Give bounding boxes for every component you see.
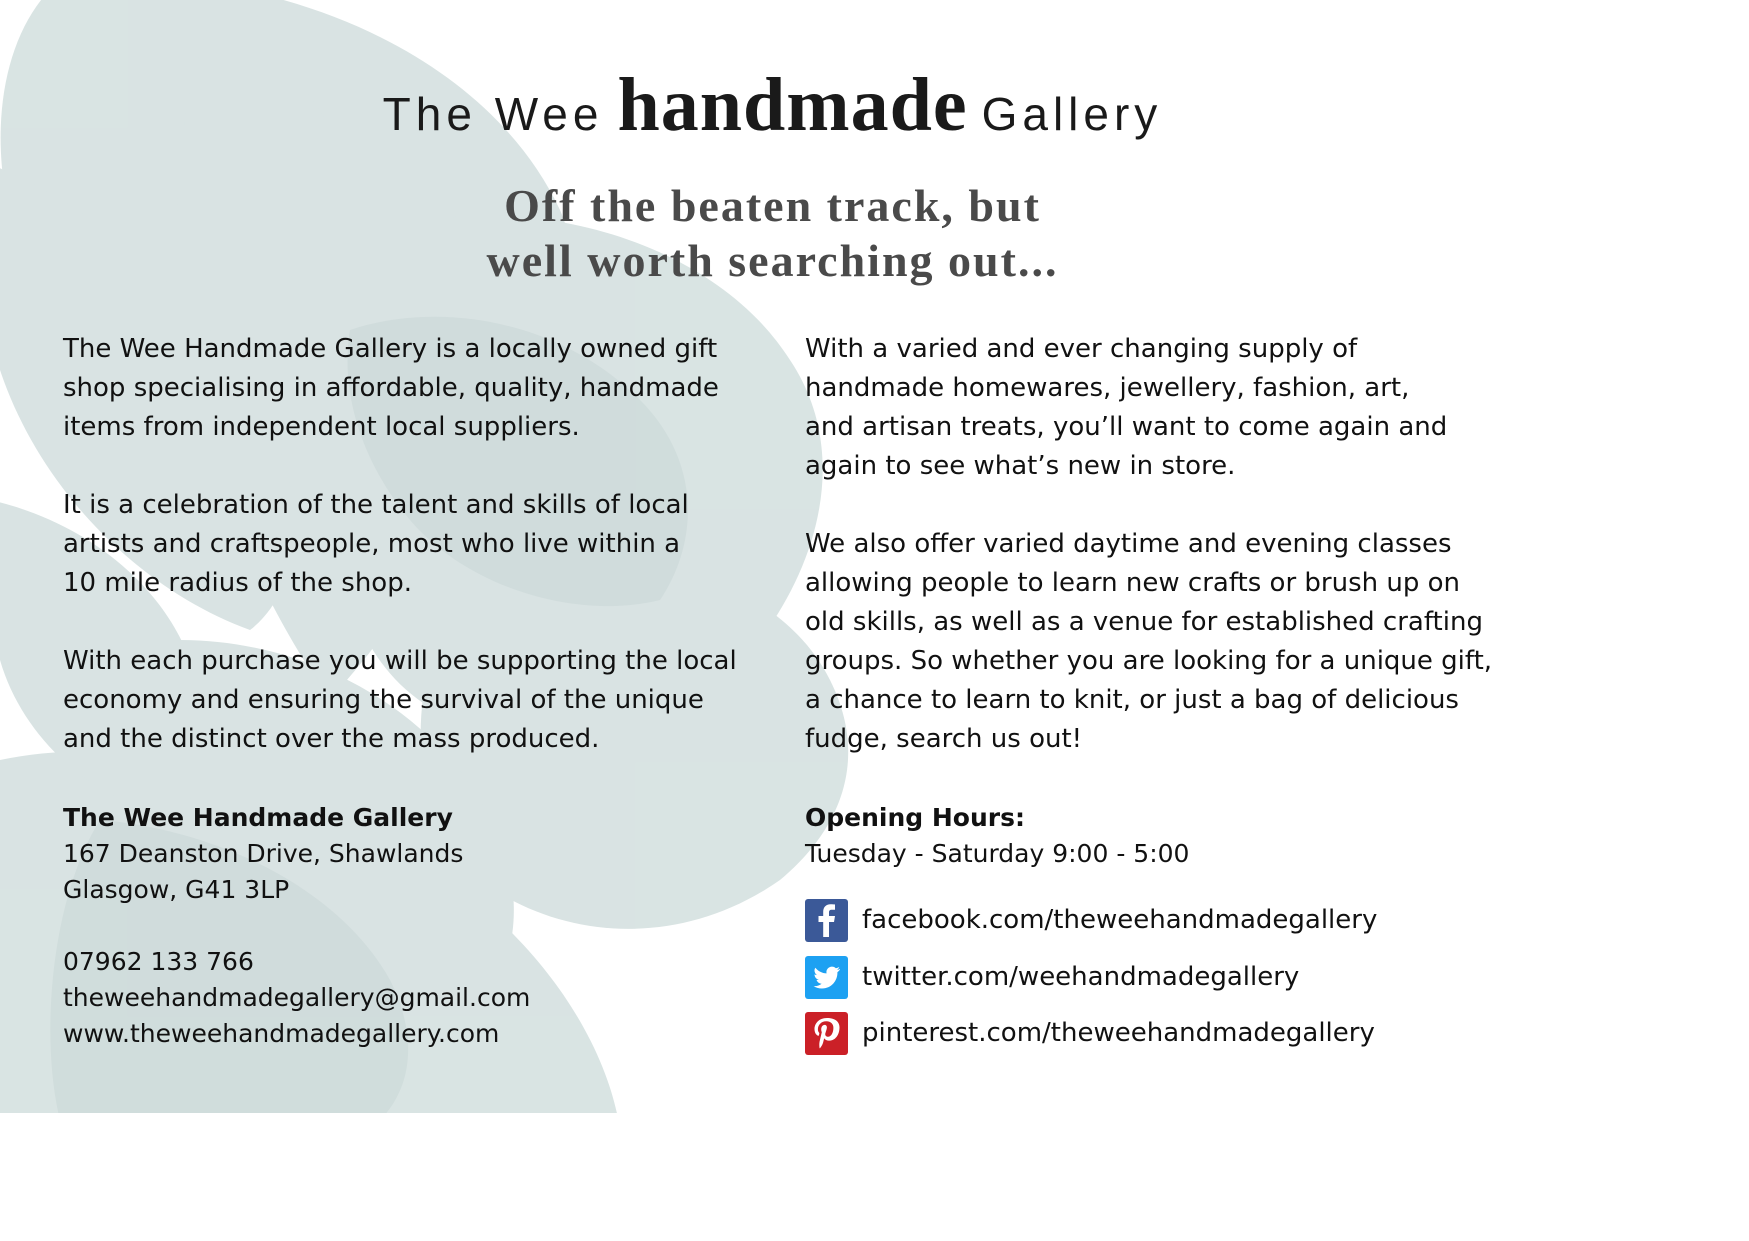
text-line: economy and ensuring the survival of the unique	[63, 685, 704, 715]
text-line: allowing people to learn new crafts or brush up on	[805, 568, 1460, 598]
text-line: a chance to learn to knit, or just a bag of delicious	[805, 685, 1459, 715]
left-column-intro	[63, 330, 783, 447]
social-link-text: twitter.com/weehandmadegallery	[862, 962, 1300, 992]
pinterest-icon	[805, 1012, 848, 1055]
facebook-icon	[805, 899, 848, 942]
phone-number: 07962 133 766	[63, 947, 254, 976]
right-column-supply	[805, 330, 1525, 486]
social-link-text: facebook.com/theweehandmadegallery	[862, 905, 1378, 935]
text-line: The Wee Handmade Gallery is a locally owned gift	[63, 334, 718, 364]
paragraph-classes	[805, 525, 1525, 759]
left-column-celebration	[63, 486, 783, 603]
title-part-gallery: Gallery	[981, 88, 1163, 140]
address-line: Glasgow, G41 3LP	[63, 875, 290, 904]
left-column-purchase	[63, 642, 783, 759]
paragraph-supply	[805, 330, 1525, 486]
title-part-the-wee: The Wee	[382, 88, 604, 140]
right-column-classes	[805, 525, 1525, 759]
text-line: fudge, search us out!	[805, 724, 1083, 754]
text-line: artists and craftspeople, most who live within a	[63, 529, 681, 559]
social-link-twitter[interactable]	[805, 955, 1299, 999]
text-line: groups. So whether you are looking for a unique gift,	[805, 646, 1493, 676]
opening-hours-block	[805, 800, 1525, 872]
text-line: again to see what’s new in store.	[805, 451, 1236, 481]
text-line: items from independent local suppliers.	[63, 412, 580, 442]
contact-name: The Wee Handmade Gallery	[63, 803, 453, 832]
twitter-icon	[805, 956, 848, 999]
social-link-facebook[interactable]	[805, 898, 1377, 942]
text-line: We also offer varied daytime and evening classes	[805, 529, 1452, 559]
text-line: and artisan treats, you’ll want to come again and	[805, 412, 1448, 442]
tagline	[0, 178, 1545, 288]
opening-hours-label: Opening Hours:	[805, 803, 1025, 832]
text-line: and the distinct over the mass produced.	[63, 724, 600, 754]
opening-hours-text: Tuesday - Saturday 9:00 - 5:00	[805, 839, 1190, 868]
contact-block	[63, 800, 783, 1052]
social-link-pinterest[interactable]	[805, 1011, 1375, 1055]
social-link-text: pinterest.com/theweehandmadegallery	[862, 1018, 1375, 1048]
address-line: 167 Deanston Drive, Shawlands	[63, 839, 464, 868]
page-title	[0, 62, 1545, 149]
text-line: With each purchase you will be supporting the local	[63, 646, 737, 676]
text-line: With a varied and ever changing supply of	[805, 334, 1358, 364]
paragraph-intro	[63, 330, 783, 447]
tagline-line: well worth searching out...	[486, 235, 1059, 286]
website-link[interactable]: www.theweehandmadegallery.com	[63, 1019, 500, 1048]
text-line: 10 mile radius of the shop.	[63, 568, 412, 598]
title-part-handmade: handmade	[617, 63, 968, 147]
paragraph-purchase	[63, 642, 783, 759]
text-line: shop specialising in affordable, quality, handmade	[63, 373, 719, 403]
text-line: old skills, as well as a venue for established crafting	[805, 607, 1483, 637]
paragraph-celebration	[63, 486, 783, 603]
spacer	[63, 908, 783, 944]
email-link[interactable]: theweehandmadegallery@gmail.com	[63, 983, 531, 1012]
text-line: handmade homewares, jewellery, fashion, art,	[805, 373, 1410, 403]
text-line: It is a celebration of the talent and skills of local	[63, 490, 689, 520]
tagline-line: Off the beaten track, but	[504, 180, 1041, 231]
